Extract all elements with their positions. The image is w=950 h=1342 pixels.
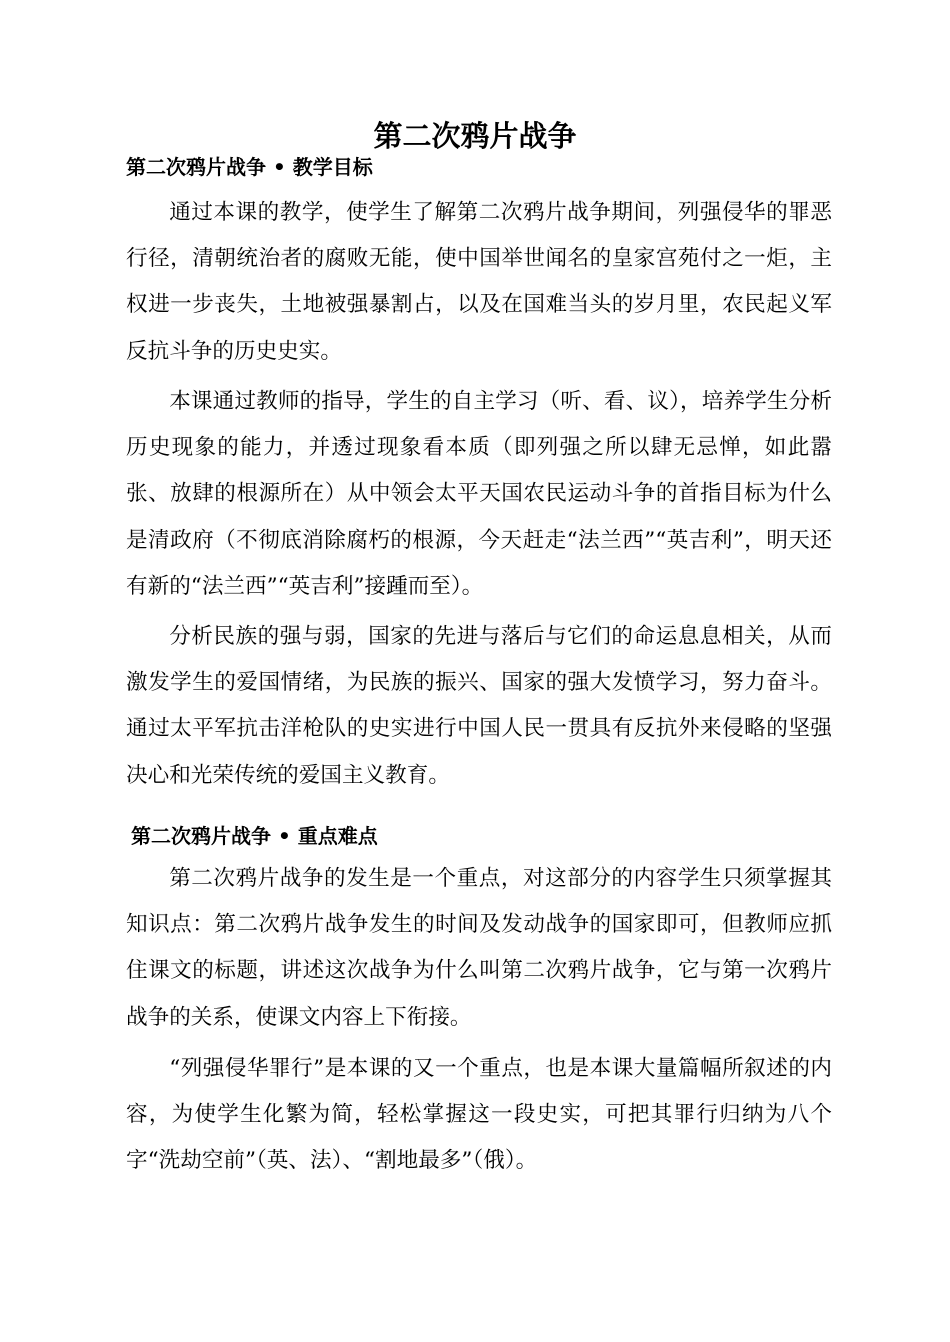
document-title: 第二次鸦片战争 <box>373 119 577 153</box>
paragraph: 分析民族的强与弱，国家的先进与落后与它们的命运息息相关，从而激发学生的爱国情绪，为民族的振兴、国家的强大发愤学习，努力奋斗。通过太平军抗击洋枪队的史实进行中国人民一贯具有反抗外来侵略的坚强决心和光荣传统的爱国主义教育。 <box>126 624 832 788</box>
section-heading-teaching-goals: 第二次鸦片战争 • 教学目标 <box>126 155 373 179</box>
paragraph: “列强侵华罪行”是本课的又一个重点，也是本课大量篇幅所叙述的内容，为使学生化繁为简，轻松掌握这一段史实，可把其罪行归纳为八个字“洗劫空前”（英、法）、“割地最多”（俄）。 <box>126 1056 832 1174</box>
paragraph: 通过本课的教学，使学生了解第二次鸦片战争期间，列强侵华的罪恶行径，清朝统治者的腐败无能，使中国举世闻名的皇家宫苑付之一炬，主权进一步丧失，土地被强暴割占，以及在国难当头的岁月里，农民起义军反抗斗争的历史史实。 <box>126 200 832 364</box>
paragraph: 第二次鸦片战争的发生是一个重点，对这部分的内容学生只须掌握其知识点：第二次鸦片战争发生的时间及发动战争的国家即可，但教师应抓住课文的标题，讲述这次战争为什么叫第二次鸦片战争，它与第一次鸦片战争的关系，使课文内容上下衔接。 <box>126 866 832 1030</box>
section-heading-key-points: 第二次鸦片战争 • 重点难点 <box>131 824 378 848</box>
paragraph: 本课通过教师的指导，学生的自主学习（听、看、议），培养学生分析历史现象的能力，并透过现象看本质（即列强之所以肆无忌惮，如此嚣张、放肆的根源所在）从中领会太平天国农民运动斗争的首指目标为什么是清政府（不彻底消除腐朽的根源，今天赶走“法兰西”“英吉利”，明天还有新的“法兰西”“英吉利”接踵而至）。 <box>126 389 832 599</box>
